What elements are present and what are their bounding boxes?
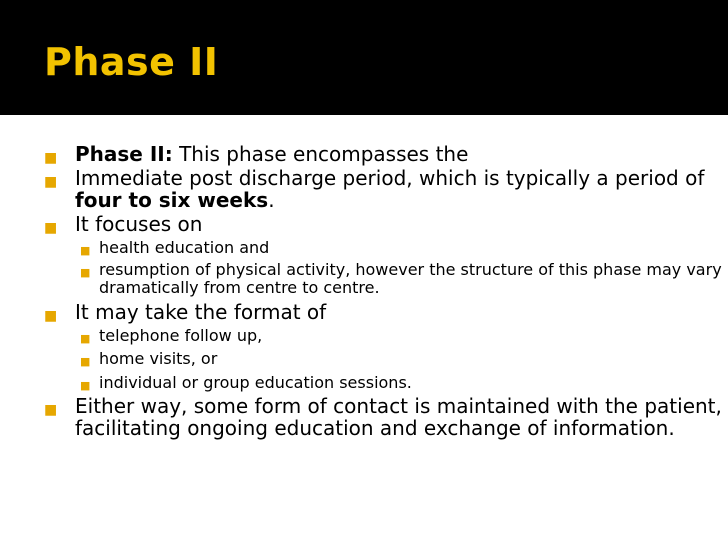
slide-body	[0, 143, 728, 439]
square-bullet-icon: ■	[44, 220, 58, 236]
bullet-item-immediate	[0, 167, 728, 211]
square-bullet-icon: ■	[44, 150, 58, 166]
sub-bullet-item	[0, 350, 728, 369]
sub-bullet-item	[0, 261, 728, 298]
sub-bullet-text: health education and	[99, 238, 270, 257]
bullet-text: It focuses on	[75, 212, 203, 236]
square-bullet-icon: ■	[80, 265, 91, 279]
square-bullet-icon: ■	[44, 307, 58, 324]
bold-emphasis: four to six weeks	[75, 188, 269, 212]
sub-bullet-text: home visits, or	[99, 349, 218, 368]
bullet-text: Either way, some form of contact is maintained with the patient, facilitating ongoing education and exchange of information.	[75, 394, 722, 440]
text-run: This phase encompasses the	[172, 142, 469, 166]
slide-title: Phase II	[44, 40, 219, 84]
square-bullet-icon: ■	[80, 355, 91, 368]
title-band	[0, 0, 728, 115]
sub-bullet-item	[0, 374, 728, 393]
square-bullet-icon: ■	[80, 244, 91, 257]
square-bullet-icon: ■	[44, 402, 58, 418]
sub-bullet-text: individual or group education sessions.	[99, 372, 412, 392]
text-run: .	[268, 188, 275, 212]
square-bullet-icon: ■	[80, 378, 91, 392]
square-bullet-icon: ■	[44, 174, 58, 190]
bullet-item-contact	[0, 395, 728, 439]
square-bullet-icon: ■	[80, 331, 91, 345]
bullet-text: It may take the format of	[75, 299, 327, 324]
bold-label: Phase II:	[75, 142, 173, 166]
sub-bullet-text: resumption of physical activity, however the structure of this phase may vary dramatically from centre to centre.	[99, 259, 722, 297]
bullet-item-format	[0, 301, 728, 323]
bullet-text	[75, 166, 704, 212]
text-run: Immediate post discharge period, which is typically a period of	[75, 166, 705, 190]
bullet-text	[75, 142, 468, 166]
bullet-item-focuses	[0, 213, 728, 235]
bullet-item-phase	[0, 143, 728, 165]
sub-bullet-text: telephone follow up,	[99, 325, 263, 345]
sub-bullet-item	[0, 327, 728, 346]
sub-bullet-item	[0, 239, 728, 258]
